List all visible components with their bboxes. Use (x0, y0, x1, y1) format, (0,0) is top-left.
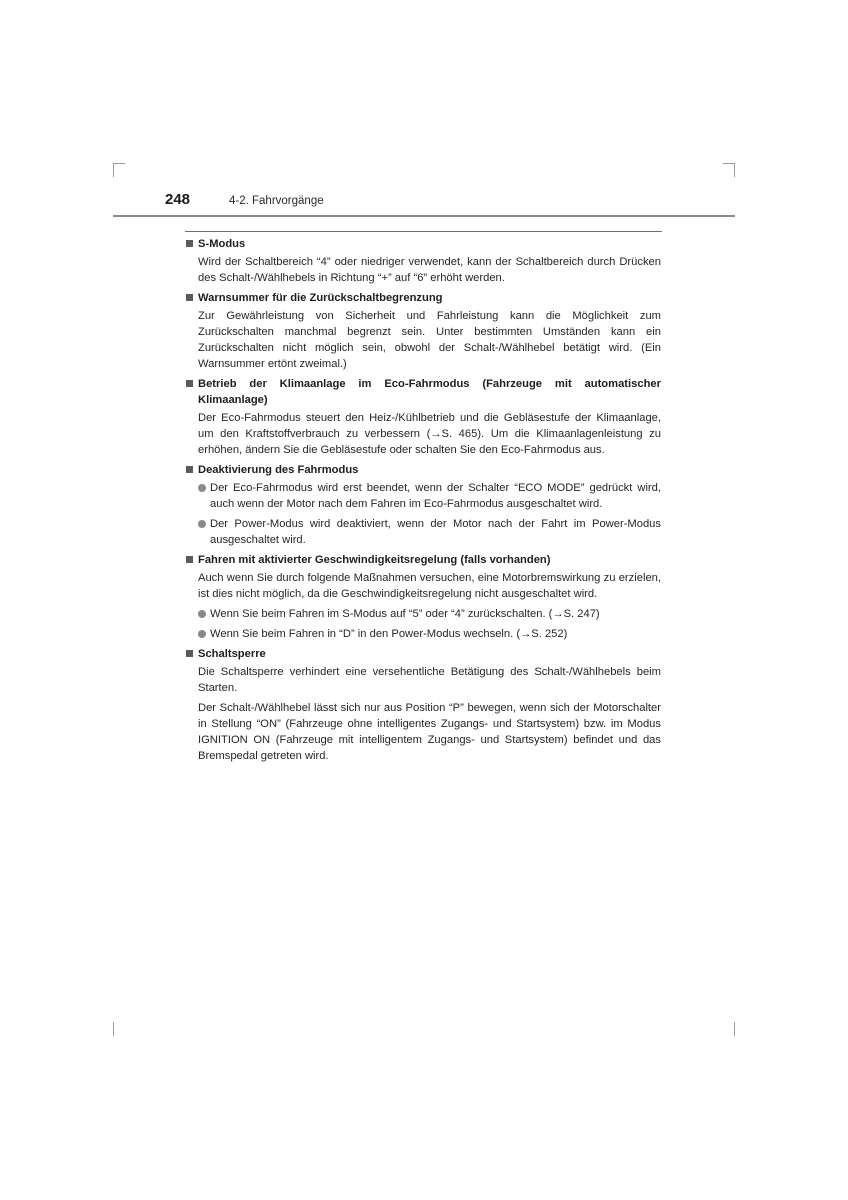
list-item: Wenn Sie beim Fahren in “D” in den Power-Modus wechseln. (→S. 252) (198, 626, 661, 642)
section-heading: Betrieb der Klimaanlage im Eco-Fahrmodus (Fahrzeuge mit automatischer Klimaanlage) (185, 376, 661, 408)
section-heading: Fahren mit aktivierter Geschwindigkeitsregelung (falls vorhanden) (185, 552, 661, 568)
section-deaktivierung (185, 462, 661, 548)
list-item: Der Eco-Fahrmodus wird erst beendet, wenn der Schalter “ECO MODE” gedrückt wird, auch wenn der Motor nach dem Fahren im Eco-Fahrmodus ausgeschaltet wird. (198, 480, 661, 512)
page-content (185, 236, 661, 768)
section-paragraph: Auch wenn Sie durch folgende Maßnahmen versuchen, eine Motorbremswirkung zu erzielen, ist dies nicht möglich, da die Geschwindigkeitsregelung nicht ausgeschaltet wird. (198, 572, 661, 600)
round-bullet-icon (198, 484, 206, 492)
section-heading: Deaktivierung des Fahrmodus (185, 462, 661, 478)
crop-mark-top-left-v (113, 163, 114, 177)
content-divider (185, 231, 662, 232)
list-item: Der Power-Modus wird deaktiviert, wenn der Motor nach der Fahrt im Power-Modus ausgeschaltet wird. (198, 516, 661, 548)
section-heading: S-Modus (185, 236, 661, 252)
square-bullet-icon (186, 240, 193, 247)
section-paragraph: Die Schaltsperre verhindert eine versehentliche Betätigung des Schalt-/Wählhebels beim Starten. (198, 666, 661, 694)
section-klimaanlage (185, 376, 661, 458)
section-paragraph: Der Schalt-/Wählhebel lässt sich nur aus Position “P” bewegen, wenn sich der Motorschalter in Stellung “ON” (Fahrzeuge ohne intelligentes Zugangs- und Startsystem) bzw. im Modus IGNITION ON (Fahrzeuge mit intelligentem Zugangs- und Startsystem) befindet und das Bremspedal getreten wird. (198, 702, 661, 762)
square-bullet-icon (186, 380, 193, 387)
section-geschwindigkeitsregelung (185, 552, 661, 642)
crop-mark-top-right-v (734, 163, 735, 177)
list-item: Wenn Sie beim Fahren im S-Modus auf “5” oder “4” zurückschalten. (→S. 247) (198, 606, 661, 622)
section-heading: Schaltsperre (185, 646, 661, 662)
round-bullet-icon (198, 520, 206, 528)
square-bullet-icon (186, 466, 193, 473)
page-number: 248 (165, 191, 191, 208)
round-bullet-icon (198, 630, 206, 638)
section-paragraph: Wird der Schaltbereich “4” oder niedriger verwendet, kann der Schaltbereich durch Drücken des Schalt-/Wählhebels in Richtung “+” auf “6” erhöht werden. (198, 256, 661, 284)
square-bullet-icon (186, 650, 193, 657)
section-heading: Warnsummer für die Zurückschaltbegrenzung (185, 290, 661, 306)
square-bullet-icon (186, 294, 193, 301)
section-paragraph: Zur Gewährleistung von Sicherheit und Fahrleistung kann die Möglichkeit zum Zurückschalten manchmal begrenzt sein. Unter bestimmten Umständen kann ein Zurückschalten nicht möglich sein, obwohl der Schalt-/Wählhebel betätigt wird. (Ein Warnsummer ertönt zweimal.) (198, 310, 661, 370)
round-bullet-icon (198, 610, 206, 618)
crop-mark-top-left-h (113, 163, 125, 164)
section-s-modus (185, 236, 661, 286)
section-paragraph: Der Eco-Fahrmodus steuert den Heiz-/Kühlbetrieb und die Gebläsestufe der Klimaanlage, um den Kraftstoffverbrauch zu verbessern (→S. 465). Um die Klimaanlagenleistung zu erhöhen, ändern Sie die Gebläsestufe oder schalten Sie den Eco-Fahrmodus aus. (198, 412, 661, 456)
section-warnsummer (185, 290, 661, 372)
header-divider (113, 215, 735, 217)
section-schaltsperre (185, 646, 661, 764)
crop-mark-bottom-right-v (734, 1022, 735, 1036)
square-bullet-icon (186, 556, 193, 563)
chapter-title: 4-2. Fahrvorgänge (229, 195, 324, 207)
crop-mark-bottom-left-v (113, 1022, 114, 1036)
